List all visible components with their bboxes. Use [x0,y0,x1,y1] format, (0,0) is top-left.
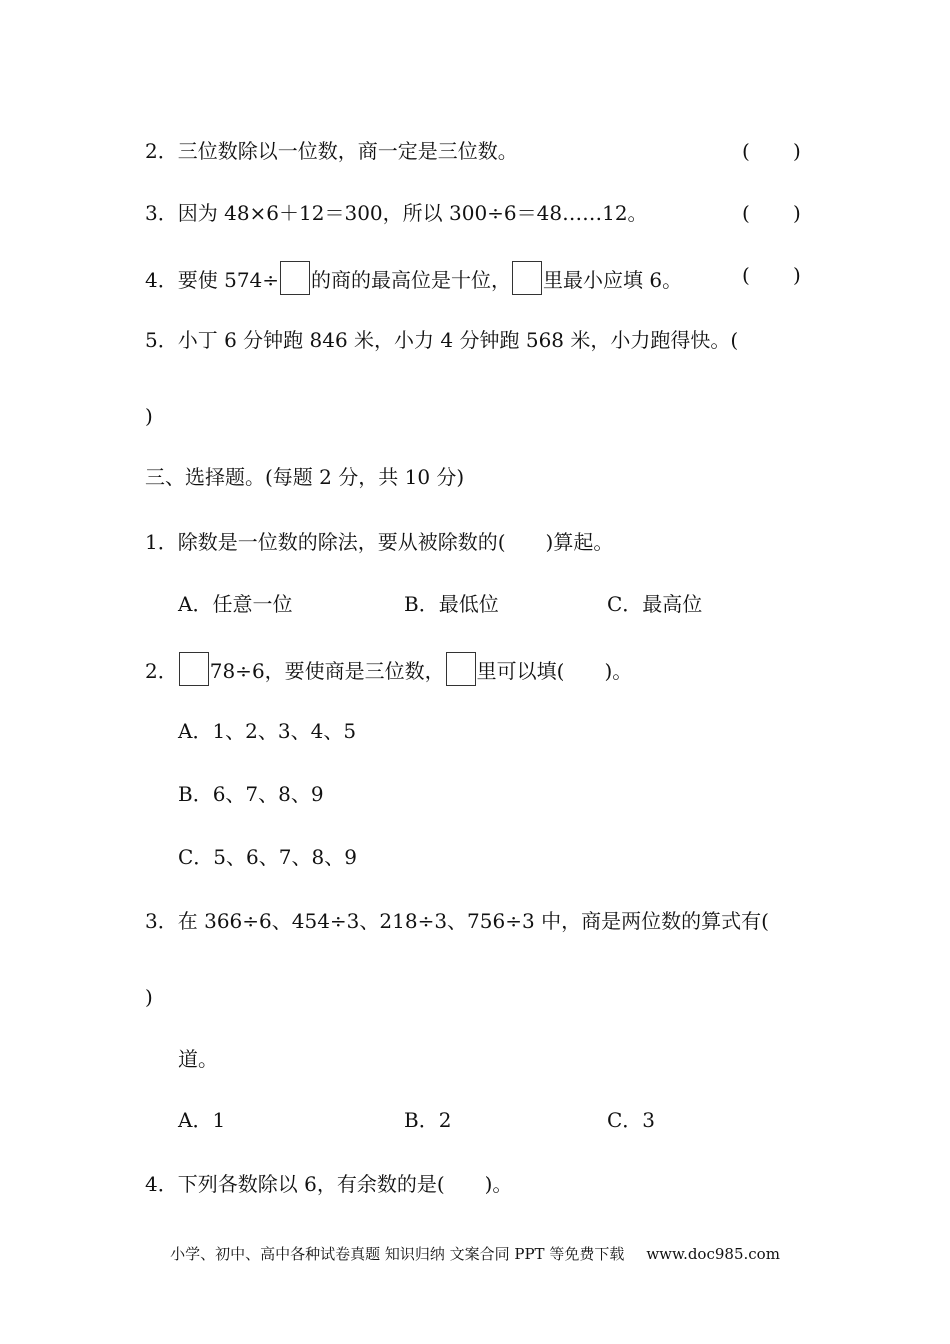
judge-q3-paren-open: ( [742,201,750,225]
judge-q4-paren-open: ( [742,263,750,287]
blank-box[interactable] [280,261,310,295]
choice-q2: 2． 78÷6，要使商是三位数， 里可以填( )。 [145,652,632,686]
choice-q1-option-c[interactable]: C．最高位 [607,592,703,616]
choice-q3-option-c[interactable]: C．3 [607,1108,656,1132]
judge-q2-paren-open: ( [742,139,750,163]
page-footer [0,1243,950,1265]
blank-box[interactable] [179,652,209,686]
choice-q3-option-a[interactable]: A．1 [178,1108,226,1132]
judge-q5: 5．小丁 6 分钟跑 846 米，小力 4 分钟跑 568 米，小力跑得快。( [145,328,739,352]
judge-q4: 4．要使 574÷ 的商的最高位是十位， 里最小应填 6。 [145,261,682,295]
judge-q3: 3．因为 48×6＋12＝300，所以 300÷6＝48……12。 [145,201,648,225]
choice-q1: 1．除数是一位数的除法，要从被除数的( )算起。 [145,530,614,554]
choice-q3-option-b[interactable]: B．2 [404,1108,452,1132]
blank-box[interactable] [512,261,542,295]
blank-box[interactable] [446,652,476,686]
footer-site-link[interactable]: www.doc985.com [646,1245,780,1263]
choice-q2-option-a[interactable]: A．1、2、3、4、5 [178,719,357,743]
choice-q3: 3．在 366÷6、454÷3、218÷3、756÷3 中，商是两位数的算式有( [145,909,769,933]
choice-q3-paren-close: ) [145,985,153,1009]
choice-q3-continuation: 道。 [178,1047,218,1071]
judge-q3-paren-close: ) [793,201,801,225]
section-title: 三、选择题。(每题 2 分，共 10 分) [145,465,465,489]
footer-text: 小学、初中、高中各种试卷真题 知识归纳 文案合同 PPT 等免费下载 [170,1245,625,1263]
choice-q2-option-b[interactable]: B．6、7、8、9 [178,782,324,806]
choice-q1-option-b[interactable]: B．最低位 [404,592,499,616]
judge-q2-paren-close: ) [793,139,801,163]
choice-q4: 4．下列各数除以 6，有余数的是( )。 [145,1172,513,1196]
judge-q5-paren-close: ) [145,404,153,428]
choice-q1-option-a[interactable]: A．任意一位 [178,592,293,616]
choice-q2-option-c[interactable]: C．5、6、7、8、9 [178,845,357,869]
judge-q4-paren-close: ) [793,263,801,287]
judge-q2: 2．三位数除以一位数，商一定是三位数。 [145,139,518,163]
